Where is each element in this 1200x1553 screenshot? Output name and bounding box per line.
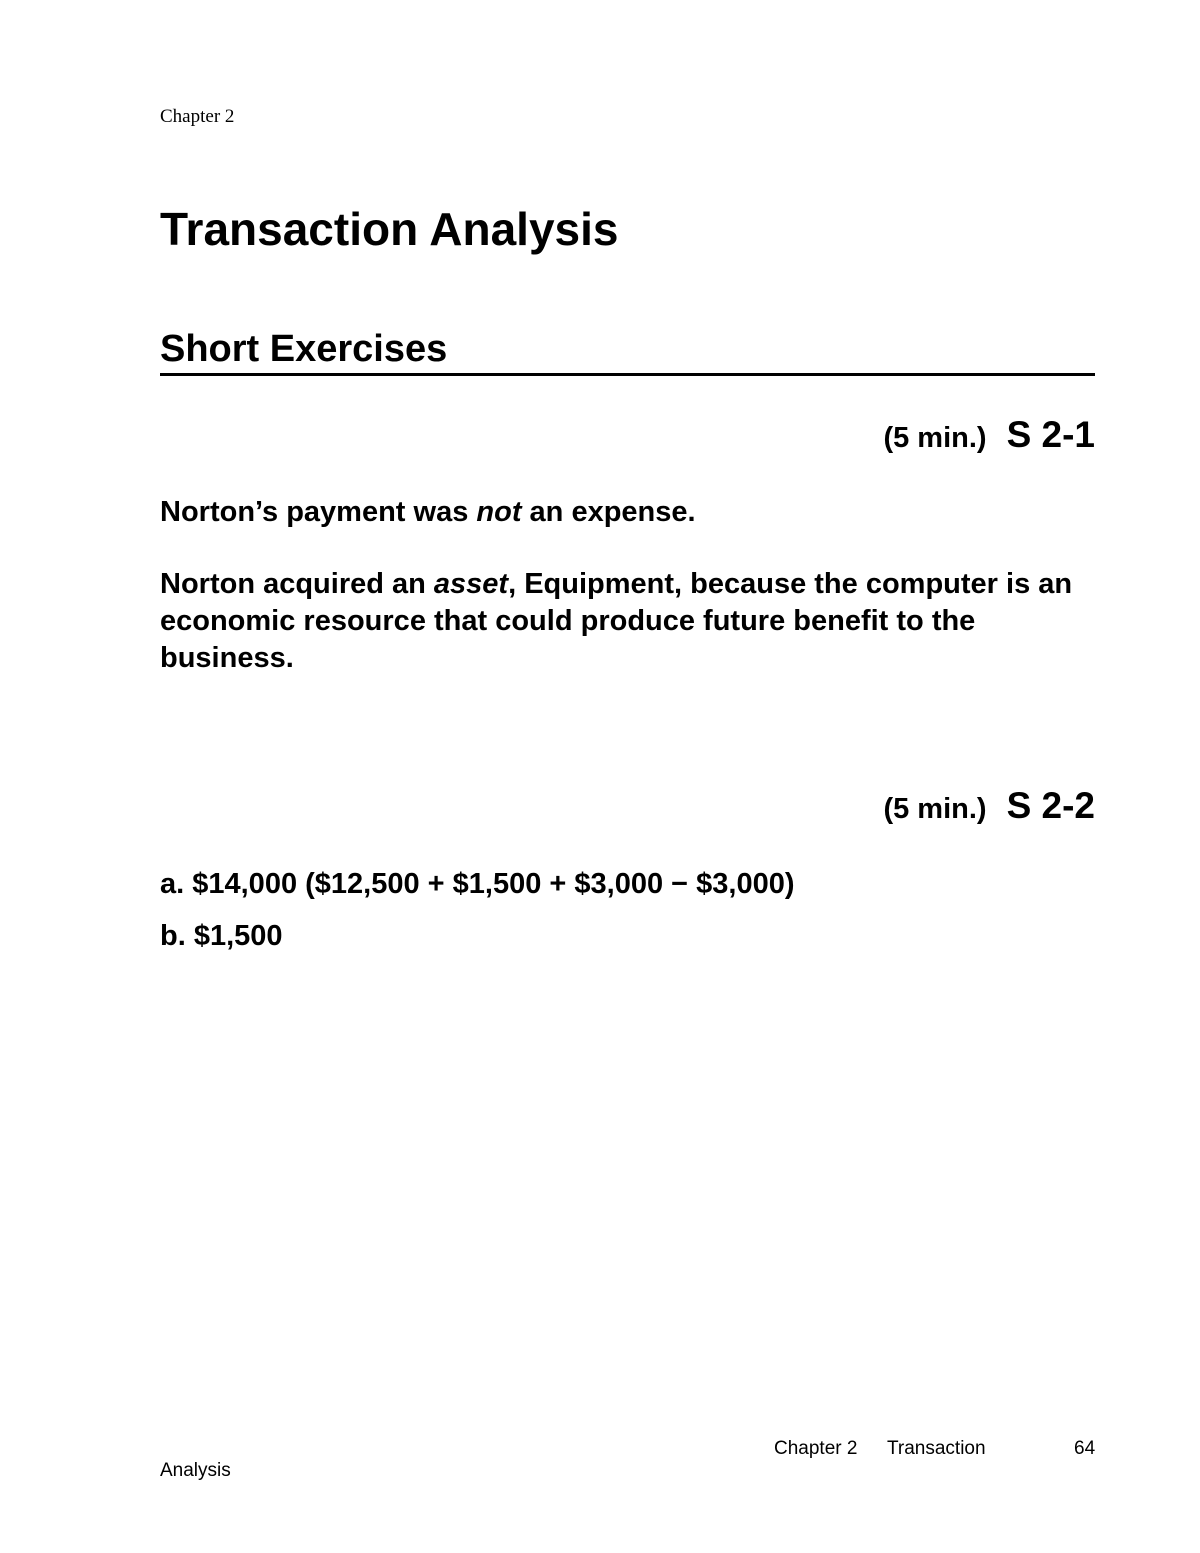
- footer-transaction: Transaction: [887, 1438, 986, 1459]
- chapter-label: Chapter 2: [160, 106, 235, 127]
- exercise-code: S 2-1: [1006, 414, 1095, 455]
- exercise-time: (5 min.): [883, 422, 987, 454]
- exercise-s2-1-paragraph-1: [160, 494, 1095, 531]
- text-segment: an expense.: [521, 496, 696, 528]
- section-heading: Short Exercises: [160, 328, 448, 370]
- exercise-code: S 2-2: [1006, 785, 1095, 826]
- footer-analysis: Analysis: [160, 1460, 231, 1481]
- emphasis-text: not: [476, 496, 522, 528]
- exercise-header-s2-2: [883, 785, 1095, 827]
- footer-page-number: 64: [1074, 1438, 1096, 1459]
- page-title: Transaction Analysis: [160, 203, 619, 255]
- section-divider: [160, 373, 1095, 376]
- text-segment: Norton’s payment was: [160, 496, 477, 528]
- exercise-time: (5 min.): [883, 793, 987, 825]
- emphasis-text: asset: [433, 568, 509, 600]
- exercise-s2-1-paragraph-2: [160, 566, 1095, 677]
- answer-a: a. $14,000 ($12,500 + $1,500 + $3,000 − $3,000): [160, 868, 795, 900]
- text-segment: Norton acquired an: [160, 568, 434, 600]
- text-segment: , Equipment, because the computer is an economic resource that could produce future benefit to the business.: [160, 568, 1073, 674]
- exercise-header-s2-1: [883, 414, 1095, 456]
- footer-chapter: Chapter 2: [774, 1438, 858, 1459]
- answer-b: b. $1,500: [160, 920, 283, 952]
